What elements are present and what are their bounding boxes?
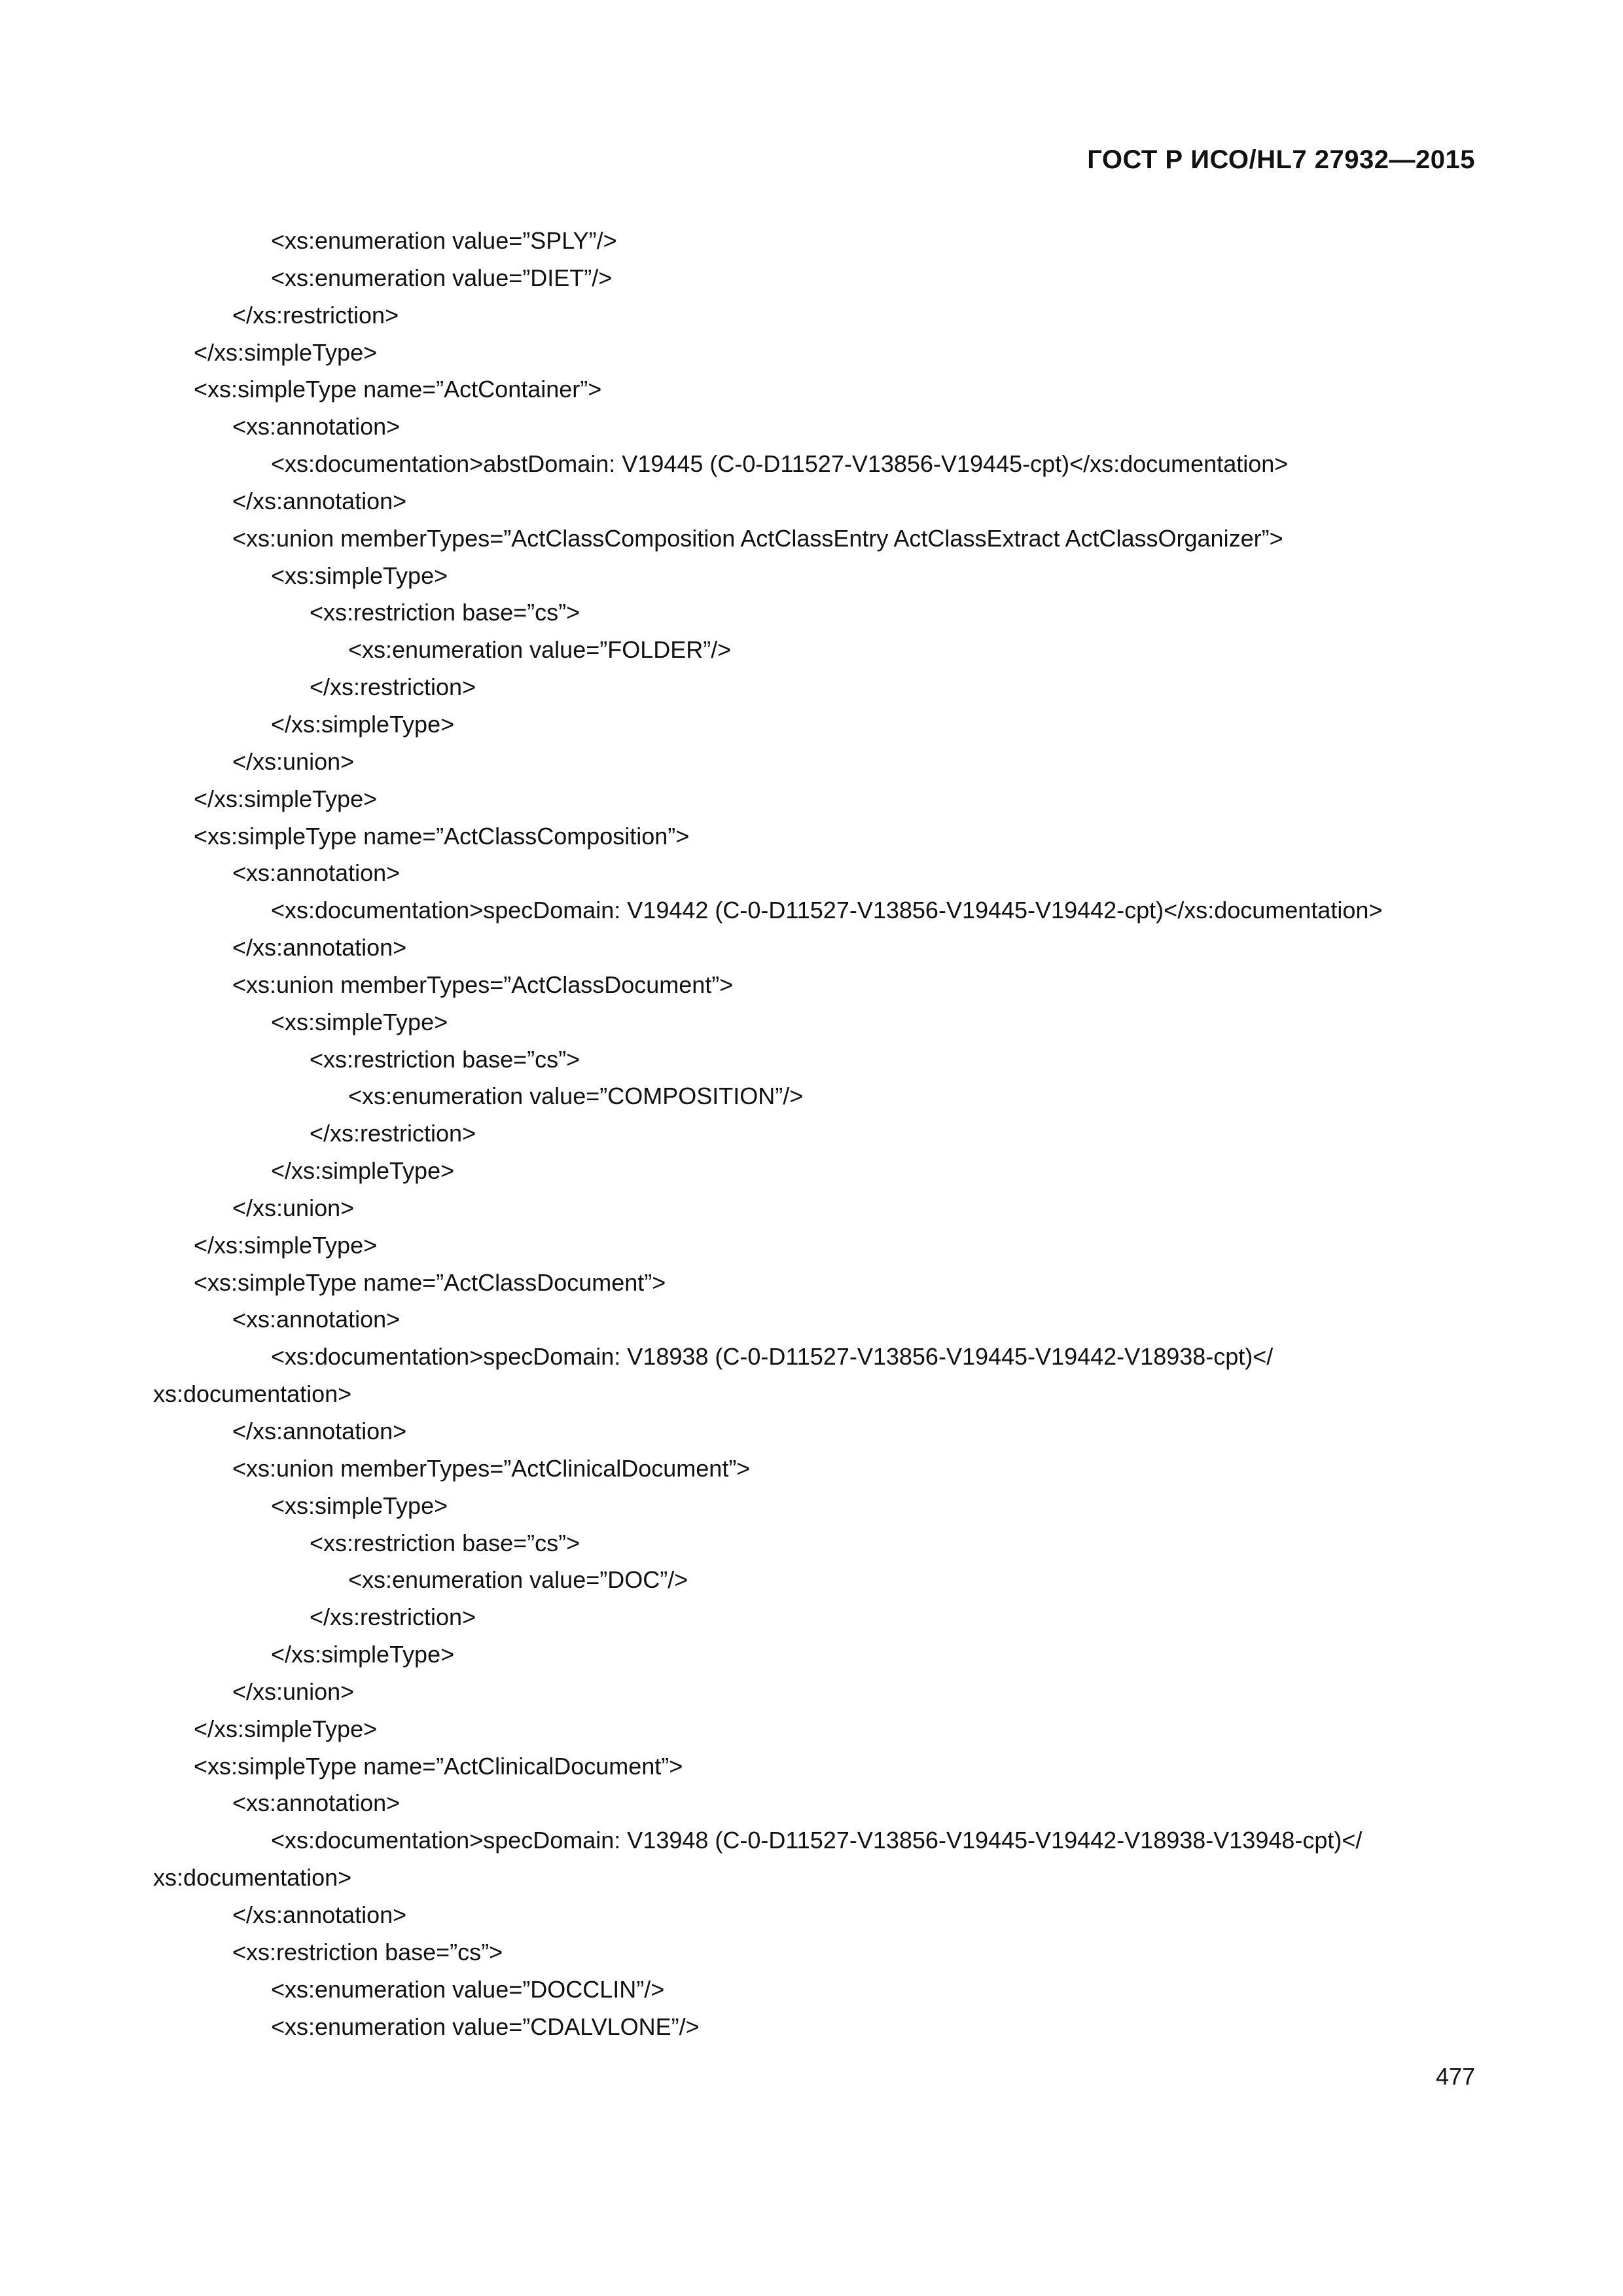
code-line: </xs:simpleType> <box>194 1231 378 1259</box>
standard-title: ГОСТ Р ИСО/HL7 27932—2015 <box>1087 145 1475 174</box>
code-line: </xs:union> <box>232 747 355 775</box>
code-line: </xs:annotation> <box>232 1418 407 1444</box>
code-line: <xs:enumeration value=”DOC”/> <box>348 1566 688 1594</box>
code-line: </xs:simpleType> <box>271 1641 455 1668</box>
code-line: <xs:restriction base=”cs”> <box>232 1938 503 1965</box>
code-line: <xs:simpleType> <box>271 1008 448 1035</box>
code-line: </xs:simpleType> <box>194 338 378 366</box>
xml-code-block <box>153 223 1475 2045</box>
code-line: <xs:documentation>specDomain: V13948 (C-0-D11527-V13856-V19445-V19442-V18938-V13948-cpt)</ <box>271 1827 1363 1854</box>
code-line: <xs:documentation>abstDomain: V19445 (C-0-D11527-V13856-V19445-cpt)</xs:documentation> <box>271 450 1289 478</box>
code-line: <xs:annotation> <box>232 413 401 440</box>
code-line: <xs:annotation> <box>232 1789 401 1817</box>
code-line: <xs:enumeration value=”CDALVLONE”/> <box>271 2013 700 2040</box>
code-line: </xs:restriction> <box>310 673 476 701</box>
code-line: <xs:simpleType> <box>271 562 448 589</box>
code-line: </xs:simpleType> <box>271 1157 455 1185</box>
code-line: <xs:simpleType name=”ActClinicalDocument”> <box>194 1752 683 1780</box>
code-line: </xs:restriction> <box>310 1604 476 1631</box>
code-line: <xs:enumeration value=”COMPOSITION”/> <box>348 1083 804 1110</box>
code-line: <xs:union memberTypes=”ActClassDocument”> <box>232 971 734 998</box>
code-line: <xs:union memberTypes=”ActClinicalDocument”> <box>232 1454 751 1482</box>
code-line: <xs:enumeration value=”DOCCLIN”/> <box>271 1975 665 2003</box>
code-line: </xs:annotation> <box>232 1901 407 1928</box>
code-line: </xs:union> <box>232 1677 355 1705</box>
code-line: </xs:restriction> <box>232 301 399 329</box>
code-line: </xs:restriction> <box>310 1120 476 1147</box>
code-line: </xs:union> <box>232 1194 355 1221</box>
code-line: </xs:simpleType> <box>194 785 378 812</box>
code-line: <xs:enumeration value=”DIET”/> <box>271 264 613 291</box>
code-line: <xs:annotation> <box>232 859 401 887</box>
code-line: <xs:restriction base=”cs”> <box>310 599 580 626</box>
code-line-wrapped: xs:documentation> <box>153 1864 352 1892</box>
code-line: </xs:simpleType> <box>194 1715 378 1742</box>
code-line: <xs:restriction base=”cs”> <box>310 1045 580 1073</box>
code-line: <xs:annotation> <box>232 1306 401 1333</box>
code-line: <xs:simpleType name=”ActClassComposition”> <box>194 822 690 850</box>
code-line: </xs:simpleType> <box>271 710 455 738</box>
code-line: </xs:annotation> <box>232 487 407 514</box>
code-line: <xs:simpleType name=”ActClassDocument”> <box>194 1268 666 1296</box>
code-line: <xs:restriction base=”cs”> <box>310 1529 580 1556</box>
page-number: 477 <box>1435 2063 1475 2090</box>
code-line: <xs:enumeration value=”FOLDER”/> <box>348 636 732 664</box>
code-line-wrapped: xs:documentation> <box>153 1380 352 1408</box>
code-line: <xs:documentation>specDomain: V19442 (C-0-D11527-V13856-V19445-V19442-cpt)</xs:documentation> <box>271 897 1383 924</box>
code-line: </xs:annotation> <box>232 934 407 961</box>
code-line: <xs:simpleType> <box>271 1492 448 1519</box>
code-line: <xs:simpleType name=”ActContainer”> <box>194 376 602 403</box>
code-line: <xs:union memberTypes=”ActClassComposition ActClassEntry ActClassExtract ActClassOrganizer”> <box>232 524 1283 552</box>
code-line: <xs:documentation>specDomain: V18938 (C-0-D11527-V13856-V19445-V19442-V18938-cpt)</ <box>271 1343 1274 1371</box>
code-line: <xs:enumeration value=”SPLY”/> <box>271 227 617 254</box>
